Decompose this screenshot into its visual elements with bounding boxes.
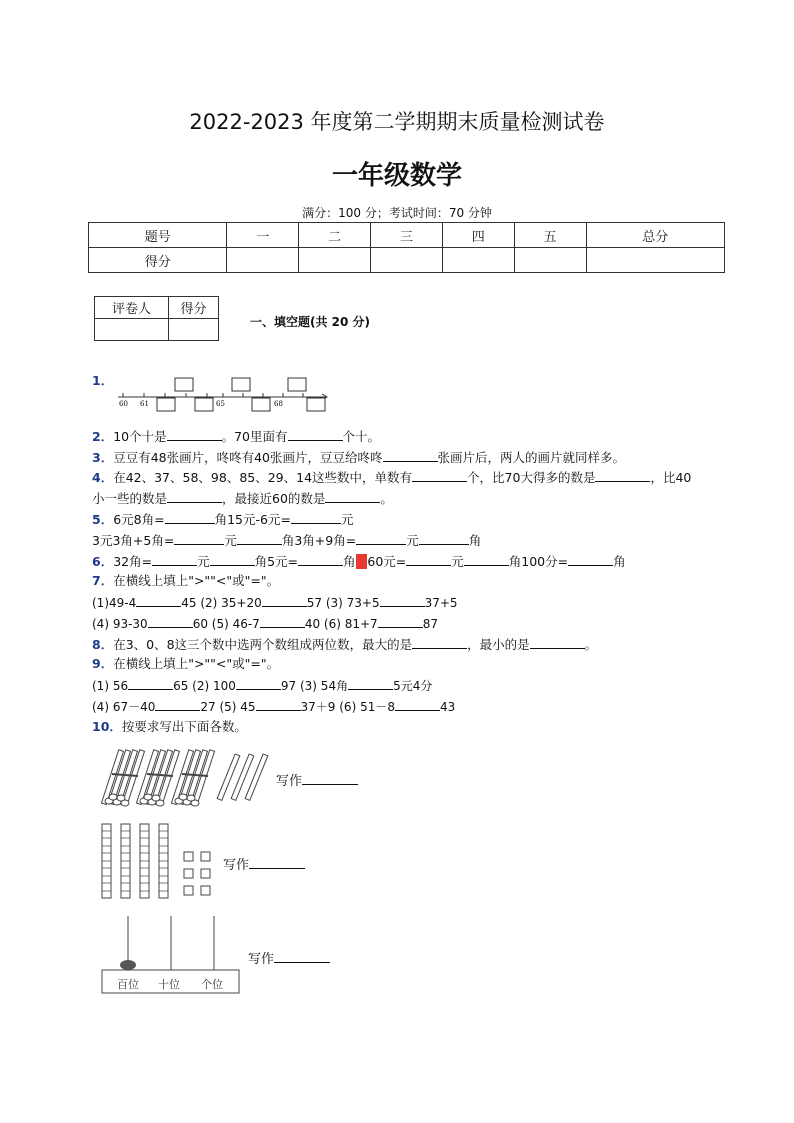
question-8 <box>92 636 597 653</box>
tick-label: 60 <box>119 400 128 408</box>
question-text: 57 (3) 73+5 <box>306 596 380 610</box>
question-9 <box>92 656 279 672</box>
stick-bundle <box>101 750 267 806</box>
answer-blank[interactable] <box>356 532 406 545</box>
answer-blank[interactable] <box>136 594 181 607</box>
score-cell[interactable] <box>371 248 443 273</box>
answer-blank[interactable] <box>378 615 423 628</box>
answer-box[interactable] <box>307 398 325 411</box>
question-text: 在3、0、8这三个数中选两个数组成两位数，最大的是 <box>113 637 413 652</box>
question-text: 个十。 <box>342 429 381 444</box>
question-text: ，比40 <box>650 470 692 485</box>
write-as-label: 写作 <box>248 952 275 967</box>
question-2 <box>92 428 380 445</box>
place-label: 十位 <box>158 978 180 991</box>
question-number: 4． <box>92 470 114 485</box>
subject-title: 一年级数学 <box>331 161 462 191</box>
grader-score-cell[interactable] <box>169 319 219 341</box>
question-1 <box>92 373 113 389</box>
answer-box[interactable] <box>175 378 193 391</box>
question-number: 1． <box>92 373 114 388</box>
question-text: 65 (2) 100 <box>173 679 236 693</box>
question-text: 豆豆有48张画片，咚咚有40张画片，豆豆给咚咚 <box>113 450 383 465</box>
question-4-line-2 <box>92 490 393 507</box>
answer-blank[interactable] <box>302 772 358 785</box>
answer-blank[interactable] <box>419 532 469 545</box>
unit-cubes <box>184 852 210 895</box>
answer-blank[interactable] <box>274 950 330 963</box>
question-text: 。70里面有 <box>221 429 288 444</box>
score-cell[interactable] <box>586 248 725 273</box>
question-number: 3． <box>92 450 114 465</box>
question-7-line-1 <box>92 594 458 611</box>
score-header-cell: 五 <box>514 223 586 248</box>
exam-info: 满分：100 分；考试时间：70 分钟 <box>302 206 492 220</box>
question-text: 张画片后，两人的画片就同样多。 <box>437 450 626 465</box>
highlight-mark: ■ <box>355 554 368 569</box>
question-text: 60元= <box>367 554 407 569</box>
score-cell[interactable] <box>227 248 299 273</box>
question-text: 元 <box>451 554 464 569</box>
question-4 <box>92 469 691 486</box>
answer-box[interactable] <box>232 378 250 391</box>
question-text: 。 <box>380 491 393 506</box>
answer-blank[interactable] <box>380 594 425 607</box>
score-cell[interactable] <box>299 248 371 273</box>
answer-blank[interactable] <box>395 698 440 711</box>
score-header-cell: 四 <box>442 223 514 248</box>
question-text: 角 <box>613 554 626 569</box>
question-text: 5元4分 <box>393 679 433 693</box>
answer-blank[interactable] <box>165 511 215 524</box>
question-text: 个，比70大得多的数是 <box>467 470 596 485</box>
question-text: (4) 67－40 <box>92 700 156 714</box>
place-label: 个位 <box>201 978 223 991</box>
write-as-1 <box>276 770 358 789</box>
question-3 <box>92 449 625 466</box>
question-text: 97 (3) 54角 <box>280 679 349 693</box>
question-text: 37+5 <box>424 596 458 610</box>
question-7 <box>92 573 279 589</box>
question-text: 角3角+9角= <box>281 533 357 548</box>
tick-label: 65 <box>216 400 225 408</box>
question-number: 6． <box>92 554 114 569</box>
question-text: (4) 93-30 <box>92 617 148 631</box>
answer-blank[interactable] <box>237 532 282 545</box>
section-title: 一、填空题(共 20 分) <box>250 315 371 329</box>
question-text: 87 <box>422 617 438 631</box>
answer-blank[interactable] <box>383 449 438 462</box>
question-text: 角 <box>343 554 356 569</box>
write-as-2 <box>223 854 305 873</box>
answer-blank[interactable] <box>148 615 193 628</box>
score-value-row <box>89 248 725 273</box>
question-9-line-2 <box>92 698 455 715</box>
question-text: (1)49-4 <box>92 596 137 610</box>
question-text: 元 <box>406 533 419 548</box>
answer-box[interactable] <box>252 398 270 411</box>
question-text: (1) 56 <box>92 679 129 693</box>
grader-score-label: 得分 <box>169 297 219 319</box>
answer-blank[interactable] <box>325 490 380 503</box>
question-text: 小一些的数是 <box>92 491 168 506</box>
score-header-cell: 二 <box>299 223 371 248</box>
answer-blank[interactable] <box>174 532 224 545</box>
abacus-bead <box>120 960 136 970</box>
score-row-label: 得分 <box>89 248 227 273</box>
question-text: 在横线上填上">""<"或"="。 <box>113 656 280 671</box>
answer-blank[interactable] <box>464 553 509 566</box>
answer-blank[interactable] <box>167 428 222 441</box>
question-text: 在横线上填上">""<"或"="。 <box>113 573 280 588</box>
question-6 <box>92 553 626 570</box>
question-text: 元 <box>197 554 210 569</box>
answer-blank[interactable] <box>128 677 173 690</box>
question-text: 元 <box>224 533 237 548</box>
score-table <box>88 222 725 273</box>
question-number: 10． <box>92 719 122 734</box>
question-text: 角100分= <box>508 554 569 569</box>
write-as-label: 写作 <box>276 774 303 789</box>
question-number: 9． <box>92 656 114 671</box>
question-text: 角5元= <box>254 554 299 569</box>
score-cell[interactable] <box>514 248 586 273</box>
question-text: 角15元-6元= <box>214 512 291 527</box>
score-header-cell: 一 <box>227 223 299 248</box>
question-10 <box>92 719 247 735</box>
score-header-row <box>89 223 725 248</box>
grader-table <box>94 296 219 341</box>
question-number: 2． <box>92 429 114 444</box>
question-text: 元 <box>340 512 354 527</box>
question-5 <box>92 511 353 528</box>
question-text: 。 <box>584 637 598 652</box>
question-text: 32角= <box>113 554 153 569</box>
answer-box[interactable] <box>157 398 175 411</box>
write-as-label: 写作 <box>223 858 250 873</box>
question-7-line-2 <box>92 615 438 632</box>
abacus-figure <box>100 913 242 995</box>
question-text: 在42、37、58、98、85、29、14这些数中，单数有 <box>113 470 413 485</box>
answer-blank[interactable] <box>256 698 301 711</box>
score-header-cell: 总分 <box>586 223 725 248</box>
answer-blank[interactable] <box>155 698 200 711</box>
question-number: 5． <box>92 512 114 527</box>
ten-rods <box>102 824 168 898</box>
answer-blank[interactable] <box>236 677 281 690</box>
answer-blank[interactable] <box>152 553 197 566</box>
question-text: 45 (2) 35+20 <box>181 596 262 610</box>
score-header-cell: 题号 <box>89 223 227 248</box>
question-text: ，最小的是 <box>467 637 530 652</box>
answer-blank[interactable] <box>298 553 343 566</box>
base-ten-blocks-figure <box>100 822 220 902</box>
grader-label: 评卷人 <box>95 297 169 319</box>
score-cell[interactable] <box>442 248 514 273</box>
answer-blank[interactable] <box>291 511 341 524</box>
question-text: 27 (5) 45 <box>200 700 256 714</box>
question-text: ，最接近60的数是 <box>222 491 326 506</box>
question-text: 3元3角+5角= <box>92 533 175 548</box>
answer-blank[interactable] <box>249 856 305 869</box>
answer-blank[interactable] <box>530 636 585 649</box>
question-text: 10个十是 <box>113 429 167 444</box>
tick-label: 61 <box>140 400 149 408</box>
exam-title: 2022-2023 年度第二学期期末质量检测试卷 <box>189 110 605 134</box>
question-text: 按要求写出下面各数。 <box>121 719 247 734</box>
stick-bundles-figure <box>98 747 273 809</box>
grader-cell[interactable] <box>95 319 169 341</box>
write-as-3 <box>248 948 330 967</box>
answer-blank[interactable] <box>406 553 451 566</box>
place-label: 百位 <box>117 978 139 991</box>
question-text: 60 (5) 46-7 <box>192 617 260 631</box>
answer-blank[interactable] <box>348 677 393 690</box>
question-number: 8． <box>92 637 114 652</box>
answer-blank[interactable] <box>568 553 613 566</box>
question-text: 6元8角= <box>113 512 165 527</box>
question-text: 40 (6) 81+7 <box>304 617 378 631</box>
answer-blank[interactable] <box>260 615 305 628</box>
question-9-line-1 <box>92 677 432 694</box>
question-5-line-2 <box>92 532 481 549</box>
question-text: 37＋9 (6) 51－8 <box>300 700 395 714</box>
question-text: 43 <box>439 700 456 714</box>
answer-blank[interactable] <box>262 594 307 607</box>
tick-label: 68 <box>274 400 283 408</box>
answer-blank[interactable] <box>167 490 222 503</box>
answer-blank[interactable] <box>412 469 467 482</box>
answer-box[interactable] <box>288 378 306 391</box>
answer-blank[interactable] <box>595 469 650 482</box>
answer-box[interactable] <box>195 398 213 411</box>
number-line-figure <box>115 375 335 413</box>
score-header-cell: 三 <box>371 223 443 248</box>
question-text: 角 <box>468 533 482 548</box>
answer-blank[interactable] <box>288 428 343 441</box>
answer-blank[interactable] <box>210 553 255 566</box>
question-number: 7． <box>92 573 114 588</box>
answer-blank[interactable] <box>412 636 467 649</box>
